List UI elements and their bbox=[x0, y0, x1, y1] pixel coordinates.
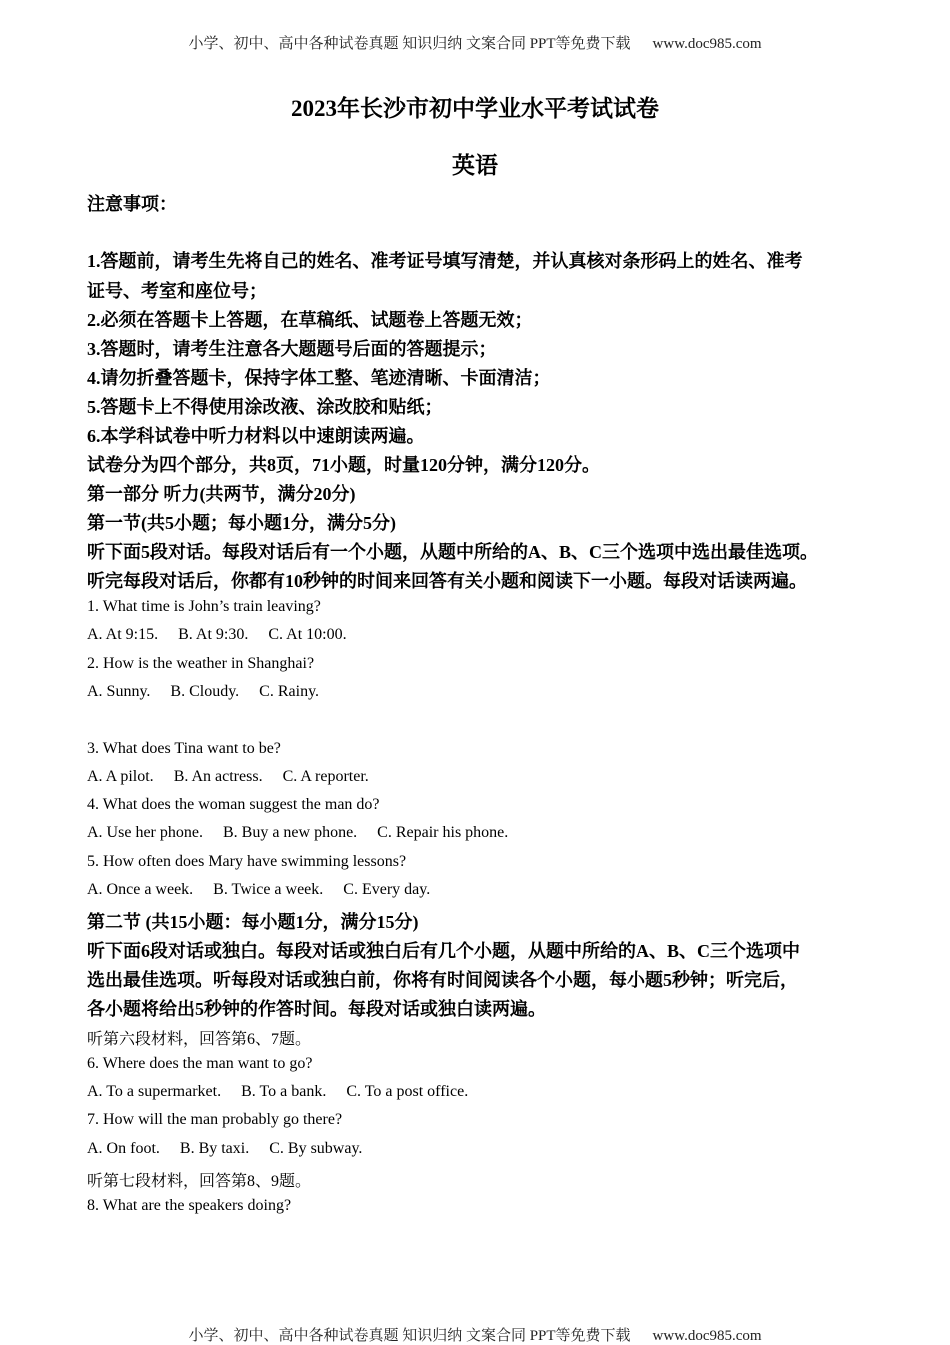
footer-site: www.doc985.com bbox=[652, 1328, 762, 1344]
exam-summary: 试卷分为四个部分，共8页，71小题，时量120分钟，满分120分。 bbox=[87, 455, 600, 475]
option: B. By taxi. bbox=[179, 1140, 250, 1157]
option: B. An actress. bbox=[173, 768, 263, 785]
question-7-options bbox=[87, 1140, 382, 1158]
option: B. At 9:30. bbox=[178, 626, 249, 643]
exam-title: 2023年长沙市初中学业水平考试试卷 bbox=[291, 96, 659, 121]
exam-subject: 英语 bbox=[452, 153, 498, 178]
question-1: 1. What time is John’s train leaving? bbox=[87, 598, 321, 615]
section1-heading: 第一节(共5小题；每小题1分，满分5分) bbox=[87, 513, 396, 533]
option: C. By subway. bbox=[269, 1140, 363, 1157]
option: C. A reporter. bbox=[282, 768, 369, 785]
notice-heading: 注意事项： bbox=[87, 194, 177, 214]
section2-heading: 第二节 (共15小题：每小题1分，满分15分) bbox=[87, 912, 419, 932]
option: A. Once a week. bbox=[87, 881, 194, 898]
notice-line: 2.必须在答题卡上答题，在草稿纸、试题卷上答题无效； bbox=[87, 310, 533, 330]
section1-instruction: 听下面5段对话。每段对话后有一个小题，从题中所给的A、B、C三个选项中选出最佳选项。 bbox=[87, 542, 818, 562]
question-3: 3. What does Tina want to be? bbox=[87, 740, 281, 757]
part1-heading: 第一部分 听力(共两节，满分20分) bbox=[87, 484, 356, 504]
question-6: 6. Where does the man want to go? bbox=[87, 1055, 313, 1072]
page-footer bbox=[0, 1324, 950, 1345]
question-2: 2. How is the weather in Shanghai? bbox=[87, 655, 315, 672]
header-text: 小学、初中、高中各种试卷真题 知识归纳 文案合同 PPT等免费下载 bbox=[188, 36, 631, 52]
option: C. To a post office. bbox=[346, 1083, 469, 1100]
notice-line: 证号、考室和座位号； bbox=[87, 281, 267, 301]
footer-text: 小学、初中、高中各种试卷真题 知识归纳 文案合同 PPT等免费下载 bbox=[188, 1328, 631, 1344]
option: A. Use her phone. bbox=[87, 824, 203, 841]
material-note: 听第七段材料，回答第8、9题。 bbox=[87, 1173, 312, 1190]
page-header bbox=[0, 32, 950, 53]
section1-instruction: 听完每段对话后，你都有10秒钟的时间来回答有关小题和阅读下一小题。每段对话读两遍。 bbox=[87, 571, 807, 591]
option: B. Buy a new phone. bbox=[222, 824, 358, 841]
notice-line: 1.答题前，请考生先将自己的姓名、准考证号填写清楚，并认真核对条形码上的姓名、准考 bbox=[87, 251, 803, 271]
notice-line: 6.本学科试卷中听力材料以中速朗读两遍。 bbox=[87, 426, 425, 446]
question-8: 8. What are the speakers doing? bbox=[87, 1197, 292, 1214]
option: B. To a bank. bbox=[241, 1083, 327, 1100]
question-4-options bbox=[87, 824, 528, 842]
notice-line: 4.请勿折叠答题卡，保持字体工整、笔迹清晰、卡面清洁； bbox=[87, 368, 551, 388]
question-2-options bbox=[87, 683, 339, 701]
option: A. Sunny. bbox=[87, 683, 151, 700]
material-note: 听第六段材料，回答第6、7题。 bbox=[87, 1031, 312, 1048]
option: C. Every day. bbox=[343, 881, 431, 898]
option: B. Cloudy. bbox=[170, 683, 240, 700]
section2-instruction: 选出最佳选项。听每段对话或独白前，你将有时间阅读各个小题，每小题5秒钟；听完后， bbox=[87, 970, 798, 990]
question-5-options bbox=[87, 881, 450, 899]
option: A. At 9:15. bbox=[87, 626, 159, 643]
option: B. Twice a week. bbox=[213, 881, 324, 898]
option: A. A pilot. bbox=[87, 768, 154, 785]
question-3-options bbox=[87, 768, 389, 786]
option: A. On foot. bbox=[87, 1140, 160, 1157]
question-6-options bbox=[87, 1083, 488, 1101]
option: C. Repair his phone. bbox=[377, 824, 509, 841]
question-5: 5. How often does Mary have swimming lessons? bbox=[87, 853, 407, 870]
header-site: www.doc985.com bbox=[652, 36, 762, 52]
notice-line: 3.答题时，请考生注意各大题题号后面的答题提示； bbox=[87, 339, 497, 359]
question-7: 7. How will the man probably go there? bbox=[87, 1111, 343, 1128]
question-1-options bbox=[87, 626, 367, 644]
option: C. At 10:00. bbox=[268, 626, 347, 643]
option: C. Rainy. bbox=[259, 683, 320, 700]
notice-line: 5.答题卡上不得使用涂改液、涂改胶和贴纸； bbox=[87, 397, 443, 417]
section2-instruction: 听下面6段对话或独白。每段对话或独白后有几个小题，从题中所给的A、B、C三个选项中 bbox=[87, 941, 800, 961]
section2-instruction: 各小题将给出5秒钟的作答时间。每段对话或独白读两遍。 bbox=[87, 999, 546, 1019]
question-4: 4. What does the woman suggest the man do? bbox=[87, 796, 380, 813]
option: A. To a supermarket. bbox=[87, 1083, 222, 1100]
